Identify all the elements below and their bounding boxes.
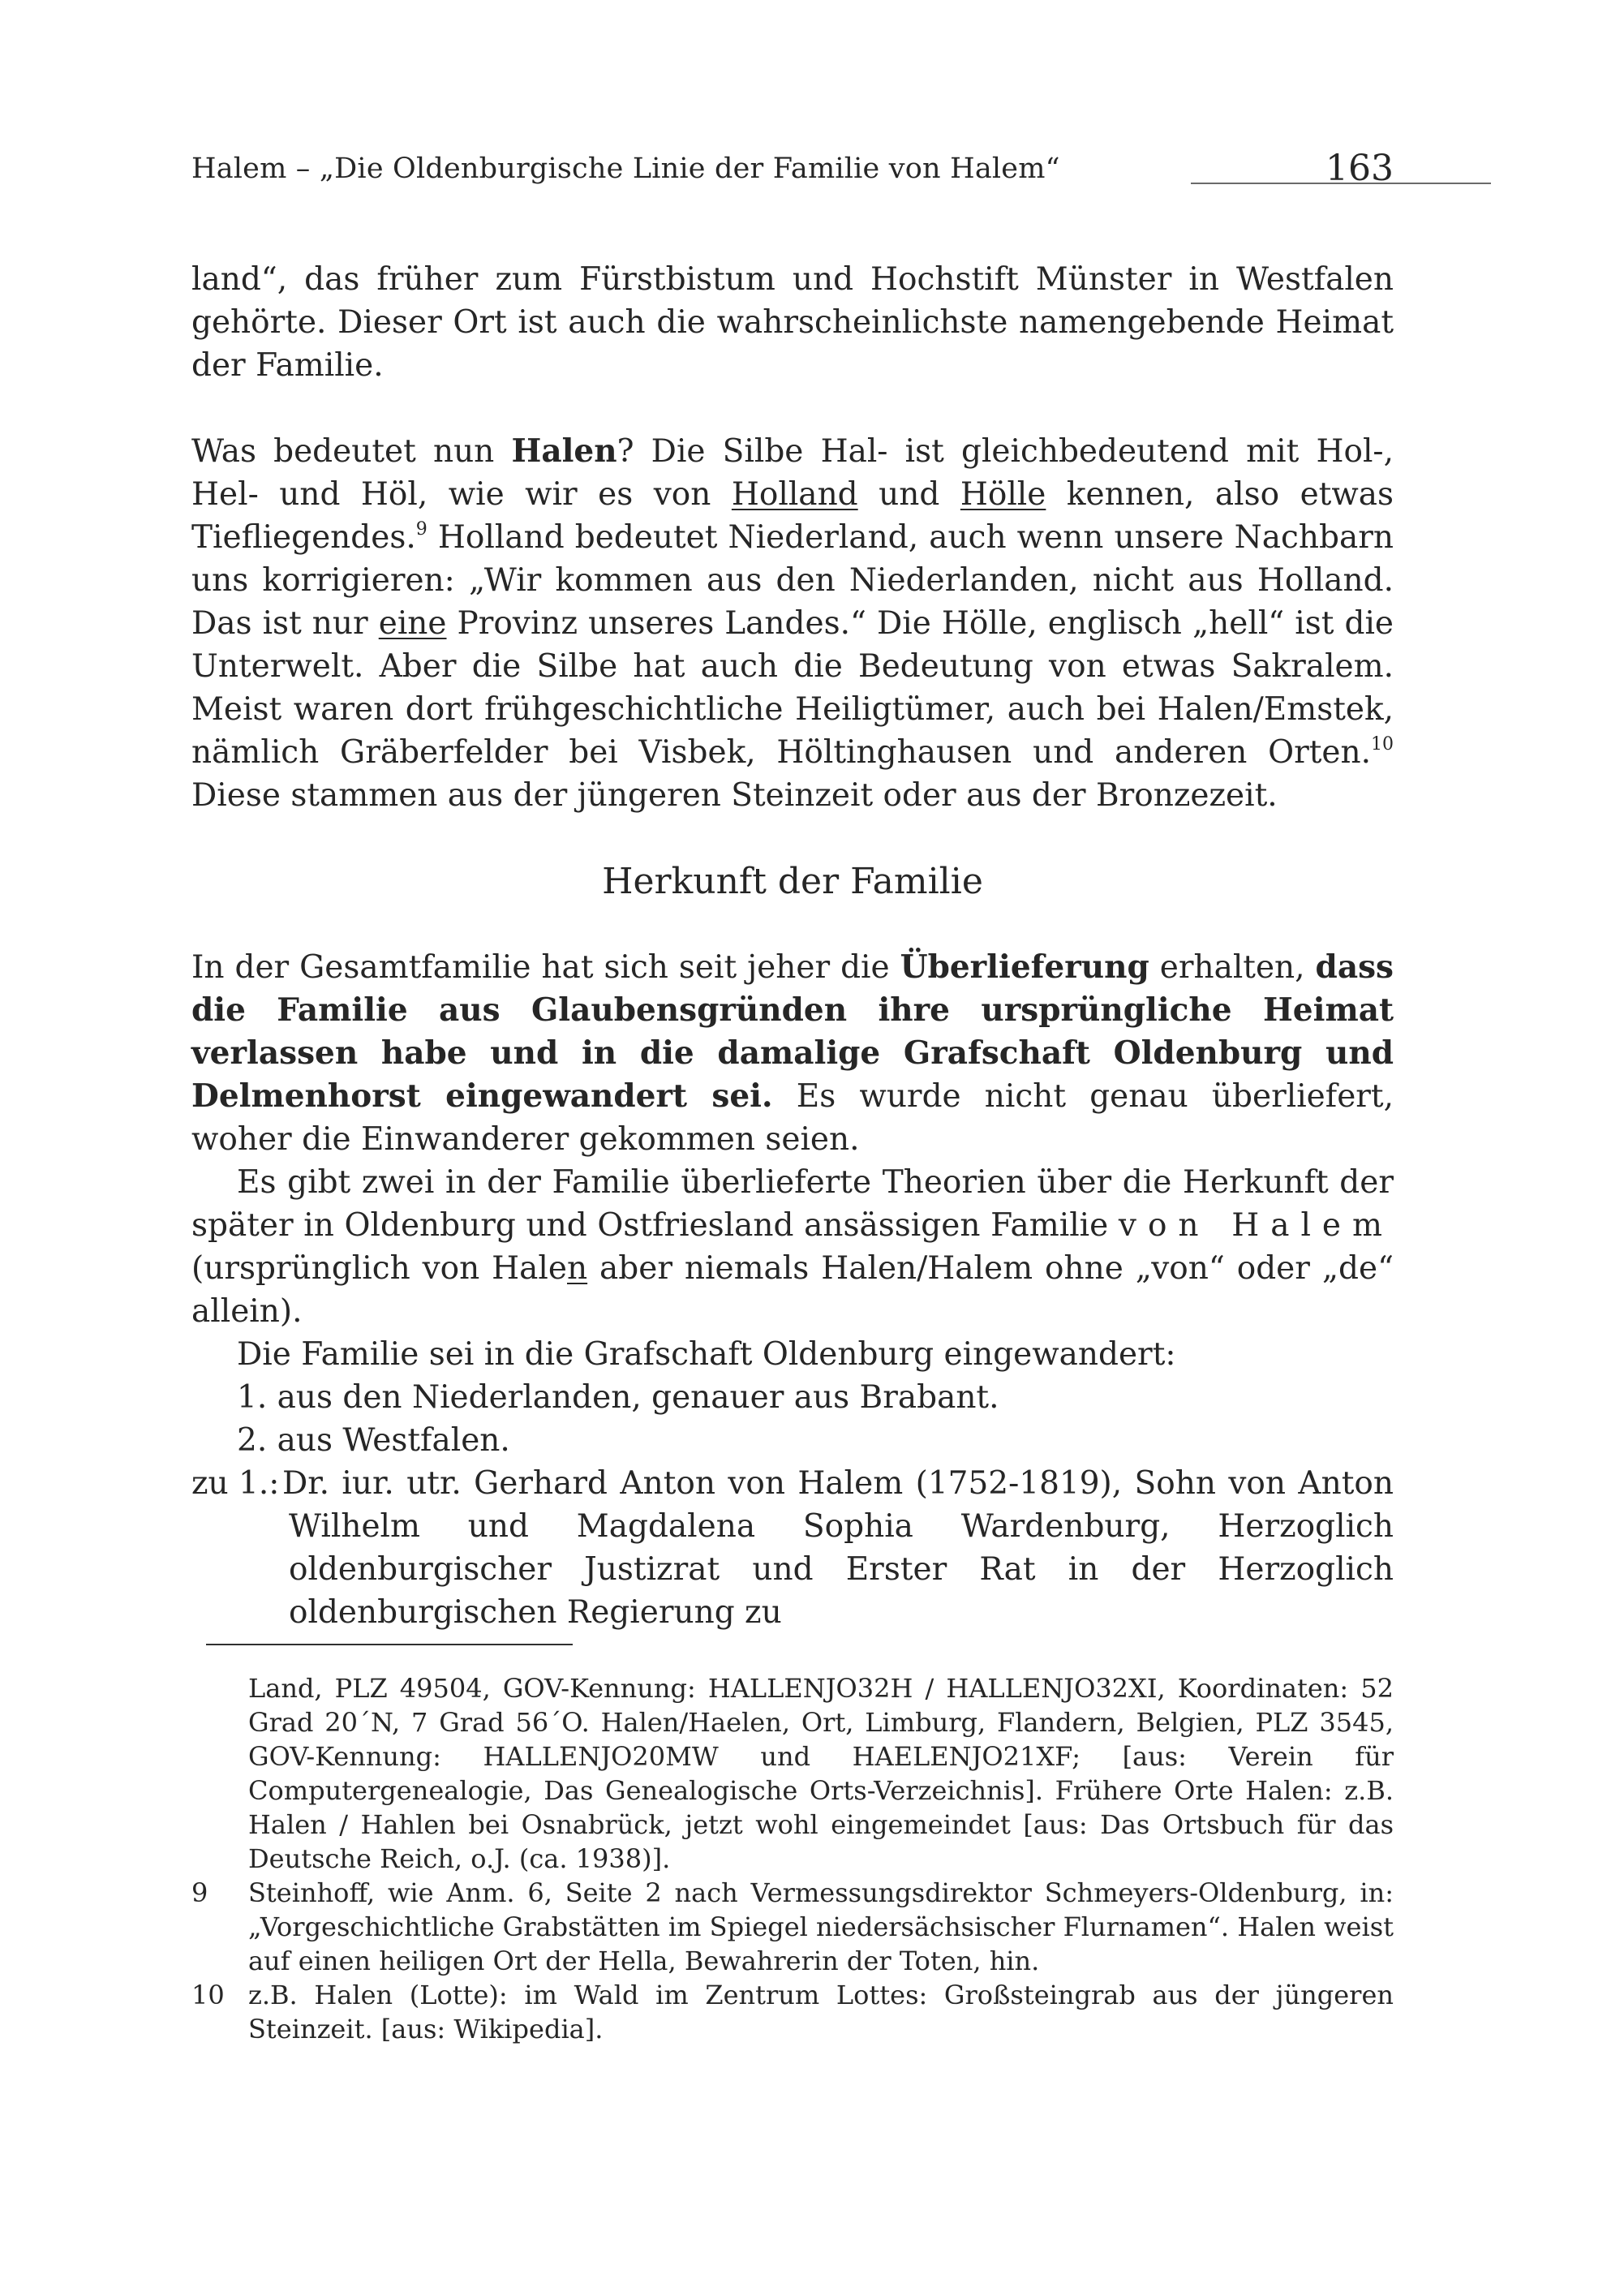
zu-1-block bbox=[191, 1462, 1394, 1634]
spaced-family-name: von Halem bbox=[1118, 1207, 1394, 1244]
footnote-text: Steinhoff, wie Anm. 6, Seite 2 nach Vermessungsdirektor Schmeyers-Oldenburg, in: „Vorgeschichtliche Grabstätten im Spiegel niedersächsischer Flurnamen“. Halen weist auf einen heiligen Ort der Hella, Bewahrerin der Toten, hin. bbox=[248, 1877, 1394, 1976]
paragraph-gap bbox=[191, 387, 1394, 430]
text-run: ? Die Silbe Hal- ist gleichbedeutend mit Hol-, Hel- und Höl, wie wir es von bbox=[191, 433, 1394, 513]
text-run: Diese stammen aus der jüngeren Steinzeit oder aus der Bronzezeit. bbox=[191, 777, 1278, 814]
footnote-text: z.B. Halen (Lotte): im Wald im Zentrum Lottes: Großsteingrab aus der jüngeren Steinzeit. [aus: Wikipedia]. bbox=[248, 1980, 1394, 2044]
bold-statement: dass die Familie aus Glaubensgründen ihre ursprüngliche Heimat verlassen habe und in die damalige Grafschaft Oldenburg und Delmenhorst eingewandert sei. bbox=[191, 948, 1394, 1115]
footnote-number: 10 bbox=[191, 1980, 225, 2010]
footnote-ref-9[interactable]: 9 bbox=[415, 519, 427, 540]
paragraph-theories bbox=[191, 1161, 1394, 1333]
main-text bbox=[191, 258, 1394, 1634]
text-run: kennen, also etwas Tiefliegendes. bbox=[191, 476, 1394, 556]
text-run: Es gibt zwei in der Familie überlieferte Theorien über die Herkunft der später in Oldenburg und Ostfriesland ansässigen Familie bbox=[191, 1164, 1394, 1244]
underlined-word-hoelle: Hölle bbox=[960, 476, 1046, 513]
text-run: (ursprünglich von Hale bbox=[191, 1250, 567, 1287]
footnote-text: Land, PLZ 49504, GOV-Kennung: HALLENJO32H / HALLENJO32XI, Koordinaten: 52 Grad 20´N, 7 Grad 56´O. Halen/Haelen, Ort, Limburg, Flandern, Belgien, PLZ 3545, GOV-Kennung: HALLENJO20MW und HAELENJO21XF; [aus: Verein für Computergenealogie, Das Genealogische Orts-Verzeichnis]. Frühere Orte Halen: z.B. Halen / Hahlen bei Osnabrück, jetzt wohl eingemeindet [aus: Das Ortsbuch für das Deutsche Reich, o.J. (ca. 1938)]. bbox=[248, 1673, 1394, 1874]
page-number: 163 bbox=[1325, 148, 1394, 189]
text-run: Holland bedeutet Niederland, auch wenn unsere Nachbarn uns korrigieren: „Wir kommen aus den Niederlanden, nicht aus Holland. Das ist nur bbox=[191, 519, 1394, 642]
origin-list bbox=[191, 1376, 1394, 1462]
section-heading: Herkunft der Familie bbox=[602, 861, 983, 902]
footnote-continued bbox=[191, 1671, 1394, 1876]
text-run: Was bedeutet nun bbox=[191, 433, 512, 470]
footnote-10 bbox=[191, 1978, 1394, 2046]
footnote-9 bbox=[191, 1876, 1394, 1978]
text-run: aber niemals Halen/Halem ohne „von“ oder „de“ allein). bbox=[191, 1250, 1394, 1330]
running-title: Halem – „Die Oldenburgische Linie der Familie von Halem“ bbox=[191, 153, 1060, 185]
underlined-word-eine: eine bbox=[378, 605, 447, 642]
underlined-word-holland: Holland bbox=[731, 476, 858, 513]
underlined-letter: n bbox=[567, 1250, 588, 1287]
text-run: Provinz unseres Landes.“ Die Hölle, englisch „hell“ ist die Unterwelt. Aber die Silbe hat auch die Bedeutung von etwas Sakralem. Meist waren dort frühgeschichtliche Heiligtümer, auch bei Halen/Emstek, nämlich Gräberfelder bei Visbek, Höltinghausen und anderen Orten. bbox=[191, 605, 1394, 771]
zu-1-text: Dr. iur. utr. Gerhard Anton von Halem (1752-1819), Sohn von Anton Wilhelm und Magdalena Sophia Wardenburg, Herzoglich oldenburgischer Justizrat und Erster Rat in der Herzoglich oldenburgischen Regierung zu bbox=[282, 1465, 1394, 1631]
text-run: erhalten, bbox=[1149, 949, 1316, 986]
paragraph-halen-meaning bbox=[191, 430, 1394, 817]
paragraph-continued: land“, das früher zum Fürstbistum und Hochstift Münster in Westfalen gehörte. Dieser Ort ist auch die wahrscheinlichste namengebende Heimat der Familie. bbox=[191, 261, 1394, 384]
bold-term: Überlieferung bbox=[900, 948, 1149, 986]
list-item: 2. aus Westfalen. bbox=[237, 1422, 510, 1459]
list-item: 1. aus den Niederlanden, genauer aus Brabant. bbox=[237, 1379, 999, 1416]
footnote-ref-10[interactable]: 10 bbox=[1371, 734, 1394, 755]
paragraph-tradition bbox=[191, 946, 1394, 1161]
footnote-number-blank bbox=[191, 1671, 248, 1876]
paragraph-intro-list: Die Familie sei in die Grafschaft Oldenburg eingewandert: bbox=[237, 1336, 1176, 1373]
text-run: In der Gesamtfamilie hat sich seit jeher die bbox=[191, 949, 900, 986]
text-run: Es wurde nicht genau überliefert, woher die Einwanderer gekommen seien. bbox=[191, 1078, 1394, 1158]
footnotes bbox=[191, 1671, 1394, 2046]
zu-1-label: zu 1.: bbox=[191, 1465, 280, 1502]
running-header bbox=[191, 148, 1394, 195]
bold-term-halen: Halen bbox=[511, 432, 617, 470]
footnote-number: 9 bbox=[191, 1877, 208, 1908]
footnote-separator bbox=[206, 1644, 573, 1645]
text-run: und bbox=[857, 476, 960, 513]
